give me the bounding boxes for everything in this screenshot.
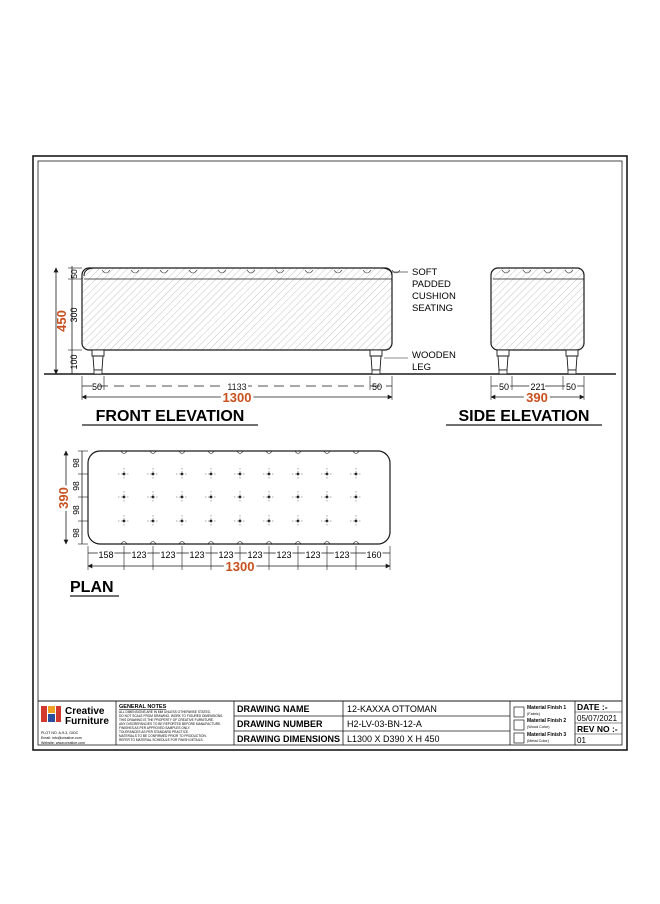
front-dim-leg: 100: [69, 354, 79, 370]
side-leg-left: [497, 350, 509, 374]
front-dim-right: 50: [371, 382, 383, 392]
finish-3-swatch: [514, 733, 524, 743]
front-dim-left: 50: [91, 382, 103, 392]
tuft-crease: [147, 468, 159, 480]
callout-leg-1: WOODEN: [412, 350, 456, 361]
tuft-crease: [321, 468, 333, 480]
front-leg-left: [92, 350, 104, 374]
callout-soft-2: PADDED: [412, 279, 451, 290]
title-block: [38, 701, 622, 745]
side-dim-mid: 221: [530, 382, 546, 392]
tuft-crease: [263, 515, 275, 527]
tuft-crease: [263, 491, 275, 503]
general-note-2: DO NOT SCALE FROM DRAWING. WORK TO FIGURED DIMENSIONS.: [119, 714, 224, 718]
plan-dim-col-1: 158: [98, 550, 114, 560]
general-note-5: FINISHES AS PER APPROVED SAMPLES ONLY.: [119, 726, 191, 730]
tuft-crease: [118, 468, 130, 480]
tuft-crease: [292, 468, 304, 480]
callout-leg-2: LEG: [412, 362, 432, 373]
rev-value: 01: [577, 736, 586, 745]
tuft-crease: [176, 491, 188, 503]
finish-2-label: Material Finish 2: [527, 718, 567, 724]
general-notes-title: GENERAL NOTES: [119, 704, 167, 710]
tuft-crease: [321, 491, 333, 503]
plan-dim-row-3: 98: [71, 505, 81, 515]
front-dim-body: 300: [69, 307, 79, 323]
general-note-1: ALL DIMENSIONS ARE IN MM UNLESS OTHERWISE STATED.: [119, 710, 211, 714]
drawing-name-label: DRAWING NAME: [237, 704, 310, 714]
tuft-crease: [147, 491, 159, 503]
finish-1-sub: (Fabric): [527, 712, 541, 716]
side-elevation-title: SIDE ELEVATION: [458, 408, 590, 425]
tuft-crease: [292, 515, 304, 527]
tuft-crease: [234, 468, 246, 480]
tuft-crease: [321, 515, 333, 527]
general-note-4: ANY DISCREPANCIES TO BE REPORTED BEFORE MANUFACTURE.: [119, 722, 222, 726]
side-dim-left: 50: [498, 382, 510, 392]
finish-2-sub: (Wood Color): [527, 725, 550, 729]
finish-3-sub: (Metal Color): [527, 739, 549, 743]
plan-title: PLAN: [70, 579, 114, 596]
front-leg-right: [370, 350, 382, 374]
tuft-crease: [234, 515, 246, 527]
plan-dim-col-5: 123: [218, 550, 234, 560]
date-label: DATE :-: [577, 702, 608, 712]
date-value: 05/07/2021: [577, 714, 618, 723]
front-elevation-title: FRONT ELEVATION: [95, 408, 245, 425]
company-logo-icon: [41, 706, 61, 722]
tuft-crease: [234, 491, 246, 503]
drawing-dimensions-label: DRAWING DIMENSIONS: [237, 734, 341, 744]
outer-border: [33, 156, 627, 750]
plan-dim-total-width: 1300: [225, 559, 255, 574]
tuft-crease: [350, 515, 362, 527]
side-body: [491, 268, 584, 350]
tuft-crease: [350, 491, 362, 503]
tuft-crease: [176, 515, 188, 527]
tuft-crease: [147, 515, 159, 527]
tuft-crease: [205, 468, 217, 480]
front-dim-mid: 1133: [227, 382, 247, 392]
company-name-line2: Furniture: [65, 716, 109, 727]
finish-3-label: Material Finish 3: [527, 732, 567, 738]
general-note-6: TOLERANCES AS PER STANDARD PRACTICE.: [119, 730, 190, 734]
company-address-2: Email: info@creative.com: [41, 736, 82, 740]
finish-1-label: Material Finish 1: [527, 705, 567, 711]
callout-soft-3: CUSHION: [412, 291, 456, 302]
rev-label: REV NO :-: [577, 724, 618, 734]
front-body: [82, 268, 392, 350]
tuft-crease: [350, 468, 362, 480]
finish-1-swatch: [514, 707, 524, 717]
plan-dim-row-1: 98: [71, 458, 81, 468]
plan-dim-col-3: 123: [160, 550, 176, 560]
plan-dim-col-10: 160: [366, 550, 382, 560]
tuft-crease: [118, 515, 130, 527]
finish-2-swatch: [514, 720, 524, 730]
tuft-crease: [176, 468, 188, 480]
drawing-dimensions-value: L1300 X D390 X H 450: [347, 734, 440, 744]
plan-tuft-buttons: [118, 451, 362, 544]
callout-soft-1: SOFT: [412, 267, 438, 278]
front-dim-total-height: 450: [54, 310, 69, 332]
callout-soft-4: SEATING: [412, 303, 453, 314]
tuft-crease: [205, 515, 217, 527]
general-note-8: REFER TO MATERIAL SCHEDULE FOR FINISH DETAILS.: [119, 738, 204, 742]
plan-dim-col-2: 123: [131, 550, 147, 560]
tuft-crease: [263, 468, 275, 480]
company-name-line1: Creative: [65, 706, 105, 717]
plan-dim-col-8: 123: [305, 550, 321, 560]
plan-dim-col-9: 123: [334, 550, 350, 560]
general-note-7: MATERIALS TO BE CONFIRMED PRIOR TO PRODUCTION.: [119, 734, 207, 738]
company-address-1: PLOT NO. A-9-3, GIDC: [41, 731, 79, 735]
drawing-number-label: DRAWING NUMBER: [237, 719, 323, 729]
tuft-crease: [292, 491, 304, 503]
tuft-crease: [118, 491, 130, 503]
front-tuft-mark: [392, 270, 400, 273]
tuft-crease: [205, 491, 217, 503]
plan-dim-row-4: 98: [71, 528, 81, 538]
drawing-name-value: 12-KAXXA OTTOMAN: [347, 704, 437, 714]
front-dim-total-width: 1300: [222, 390, 252, 405]
drawing-number-value: H2-LV-03-BN-12-A: [347, 719, 422, 729]
company-address-3: Website: www.creative.com: [41, 741, 85, 745]
plan-dim-col-4: 123: [189, 550, 205, 560]
front-dim-cushion: 50: [69, 269, 79, 279]
side-leg-right: [566, 350, 578, 374]
plan-dim-col-6: 123: [247, 550, 263, 560]
side-elevation: [446, 268, 602, 425]
side-dim-total-width: 390: [526, 390, 548, 405]
side-dim-right: 50: [565, 382, 577, 392]
general-note-3: THIS DRAWING IS THE PROPERTY OF CREATIVE FURNITURE.: [119, 718, 214, 722]
plan-dim-row-2: 98: [71, 481, 81, 491]
plan-dim-col-7: 123: [276, 550, 292, 560]
plan-dim-total-depth: 390: [56, 487, 71, 509]
plan-view: [56, 451, 390, 596]
